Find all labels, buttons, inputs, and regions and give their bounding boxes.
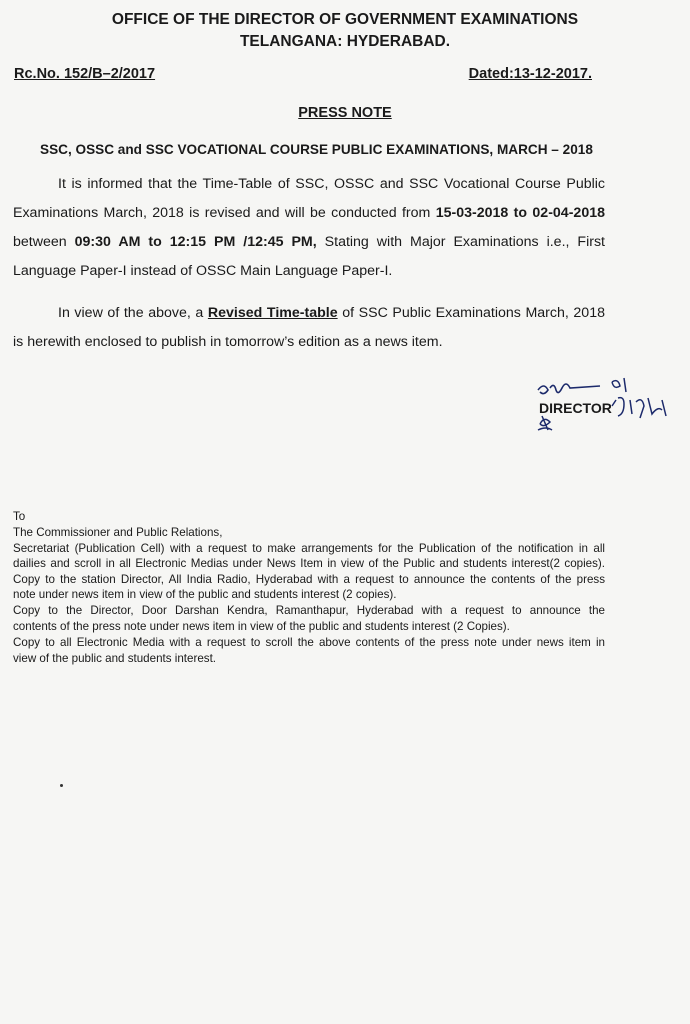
to-label: To xyxy=(13,510,26,523)
reference-number: Rc.No. 152/B–2/2017 xyxy=(14,66,156,82)
distribution-line: view of the public and students interest. xyxy=(13,652,217,665)
distribution-line: dailies and scroll in all Electronic Medias under News Item in view of the Public and students interest(2 copies). xyxy=(13,557,605,570)
para2-line1 xyxy=(58,305,605,321)
dated: Dated:13-12-2017. xyxy=(468,66,592,82)
para1-text: Stating with Major Examinations i.e., First xyxy=(316,234,605,250)
distribution-line: The Commissioner and Public Relations, xyxy=(13,526,223,539)
para1-text: between xyxy=(13,234,75,250)
subject-line: SSC, OSSC and SSC VOCATIONAL COURSE PUBLIC EXAMINATIONS, MARCH – 2018 xyxy=(40,142,593,157)
office-header-line1: OFFICE OF THE DIRECTOR OF GOVERNMENT EXAMINATIONS xyxy=(111,11,579,28)
para1-line4: Language Paper-I instead of OSSC Main Language Paper-I. xyxy=(13,263,393,279)
para1-text: Examinations March, 2018 is revised and will be conducted from xyxy=(13,205,436,221)
para2-line2: is herewith enclosed to publish in tomorrow’s edition as a news item. xyxy=(13,334,443,350)
para2-text: of SSC Public Examinations March, 2018 xyxy=(337,305,605,321)
stray-mark xyxy=(60,784,63,787)
office-header-line2: TELANGANA: HYDERABAD. xyxy=(239,33,451,50)
distribution-line: Secretariat (Publication Cell) with a request to make arrangements for the Publication of the notification in all xyxy=(13,542,605,555)
distribution-line: Copy to all Electronic Media with a request to scroll the above contents of the press note under news item in xyxy=(13,636,605,649)
distribution-line: Copy to the station Director, All India Radio, Hyderabad with a request to announce the contents of the press xyxy=(13,573,605,586)
document-title: PRESS NOTE xyxy=(298,105,392,121)
para1-line3 xyxy=(13,234,605,250)
signatory-designation: DIRECTOR xyxy=(539,400,612,416)
exam-dates: 15-03-2018 to 02-04-2018 xyxy=(435,205,605,221)
para2-text: In view of the above, a xyxy=(58,305,208,321)
para1-line2 xyxy=(13,205,605,221)
distribution-line: Copy to the Director, Door Darshan Kendra, Ramanthapur, Hyderabad with a request to announce the xyxy=(13,604,605,617)
distribution-line: note under news item in view of the public and students interest (2 copies). xyxy=(13,588,397,601)
revised-timetable: Revised Time-table xyxy=(207,305,338,321)
distribution-line: contents of the press note under news item in view of the public and students interest (2 Copies). xyxy=(13,620,510,633)
exam-timings: 09:30 AM to 12:15 PM /12:45 PM, xyxy=(74,234,317,250)
para1-line1: It is informed that the Time-Table of SSC, OSSC and SSC Vocational Course Public xyxy=(58,176,605,192)
